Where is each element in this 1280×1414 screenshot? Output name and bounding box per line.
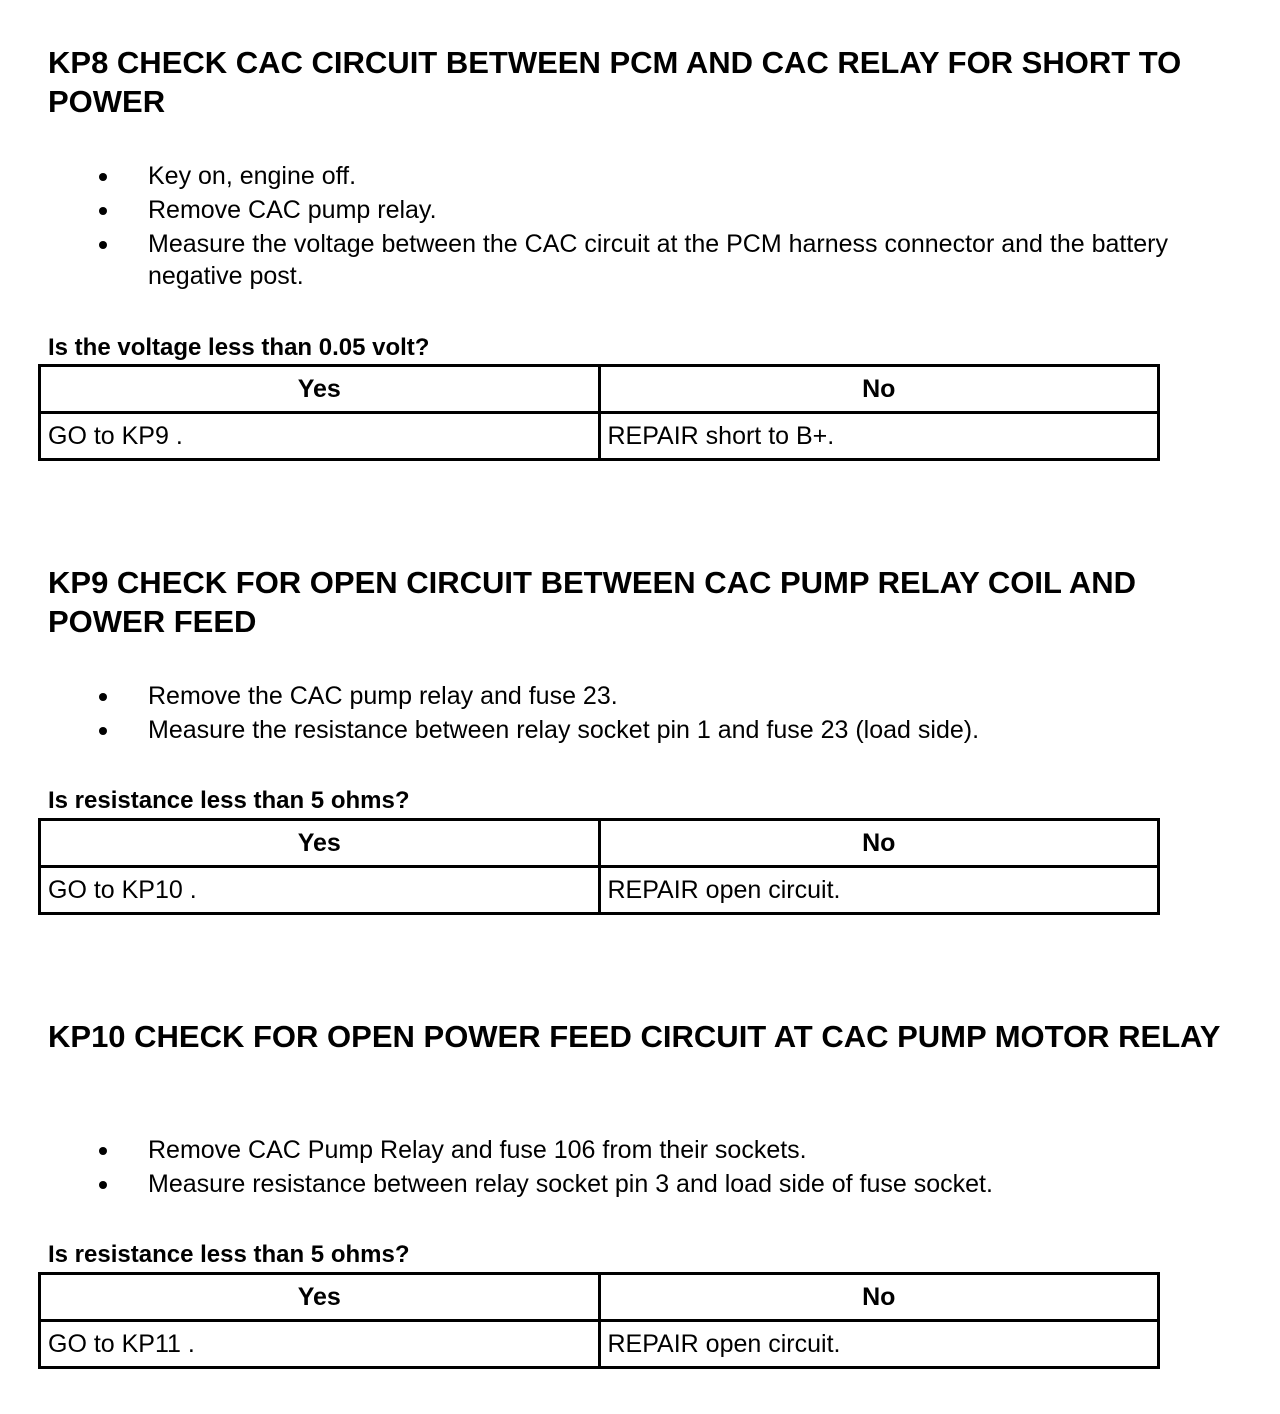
bullet-icon — [99, 207, 107, 215]
step-title: KP10 CHECK FOR OPEN POWER FEED CIRCUIT AT CAC PUMP MOTOR RELAY — [48, 1019, 1221, 1054]
bullet-icon — [99, 1181, 107, 1189]
table-row — [40, 1321, 1159, 1368]
question-text: Is the voltage less than 0.05 volt? — [48, 334, 430, 361]
table-header-row — [40, 1274, 1159, 1321]
table-header-row — [40, 820, 1159, 867]
question-text: Is resistance less than 5 ohms? — [48, 787, 410, 814]
bullet-icon — [99, 241, 107, 249]
question-text: Is resistance less than 5 ohms? — [48, 1241, 410, 1268]
list-item: Remove CAC Pump Relay and fuse 106 from their sockets. — [0, 1134, 1280, 1166]
no-header: No — [599, 1274, 1159, 1321]
yes-header: Yes — [40, 1274, 600, 1321]
no-action: REPAIR open circuit. — [599, 867, 1159, 914]
step-title: KP9 CHECK FOR OPEN CIRCUIT BETWEEN CAC PUMP RELAY COIL AND POWER FEED — [48, 565, 1136, 639]
decision-table — [38, 818, 1160, 915]
table-row — [40, 413, 1159, 460]
no-header: No — [599, 366, 1159, 413]
table-header-row — [40, 366, 1159, 413]
instruction-list — [0, 680, 1280, 748]
list-item: Remove the CAC pump relay and fuse 23. — [0, 680, 1280, 712]
list-item: Remove CAC pump relay. — [0, 194, 1280, 226]
no-action: REPAIR open circuit. — [599, 1321, 1159, 1368]
bullet-icon — [99, 693, 107, 701]
no-action: REPAIR short to B+. — [599, 413, 1159, 460]
no-header: No — [599, 820, 1159, 867]
list-item: Measure the resistance between relay socket pin 1 and fuse 23 (load side). — [0, 714, 1280, 746]
list-item: Measure resistance between relay socket pin 3 and load side of fuse socket. — [0, 1168, 1280, 1200]
decision-table — [38, 1272, 1160, 1369]
yes-header: Yes — [40, 366, 600, 413]
bullet-icon — [99, 1147, 107, 1155]
decision-table — [38, 364, 1160, 461]
list-item: Key on, engine off. — [0, 160, 1280, 192]
table-row — [40, 867, 1159, 914]
yes-action: GO to KP11 . — [40, 1321, 600, 1368]
yes-action: GO to KP9 . — [40, 413, 600, 460]
yes-action: GO to KP10 . — [40, 867, 600, 914]
yes-header: Yes — [40, 820, 600, 867]
step-title: KP8 CHECK CAC CIRCUIT BETWEEN PCM AND CAC RELAY FOR SHORT TO POWER — [48, 45, 1182, 119]
instruction-list — [0, 1134, 1280, 1202]
bullet-icon — [99, 727, 107, 735]
instruction-list — [0, 160, 1280, 294]
bullet-icon — [99, 173, 107, 181]
list-item: Measure the voltage between the CAC circuit at the PCM harness connector and the battery negative post. — [0, 228, 1280, 292]
